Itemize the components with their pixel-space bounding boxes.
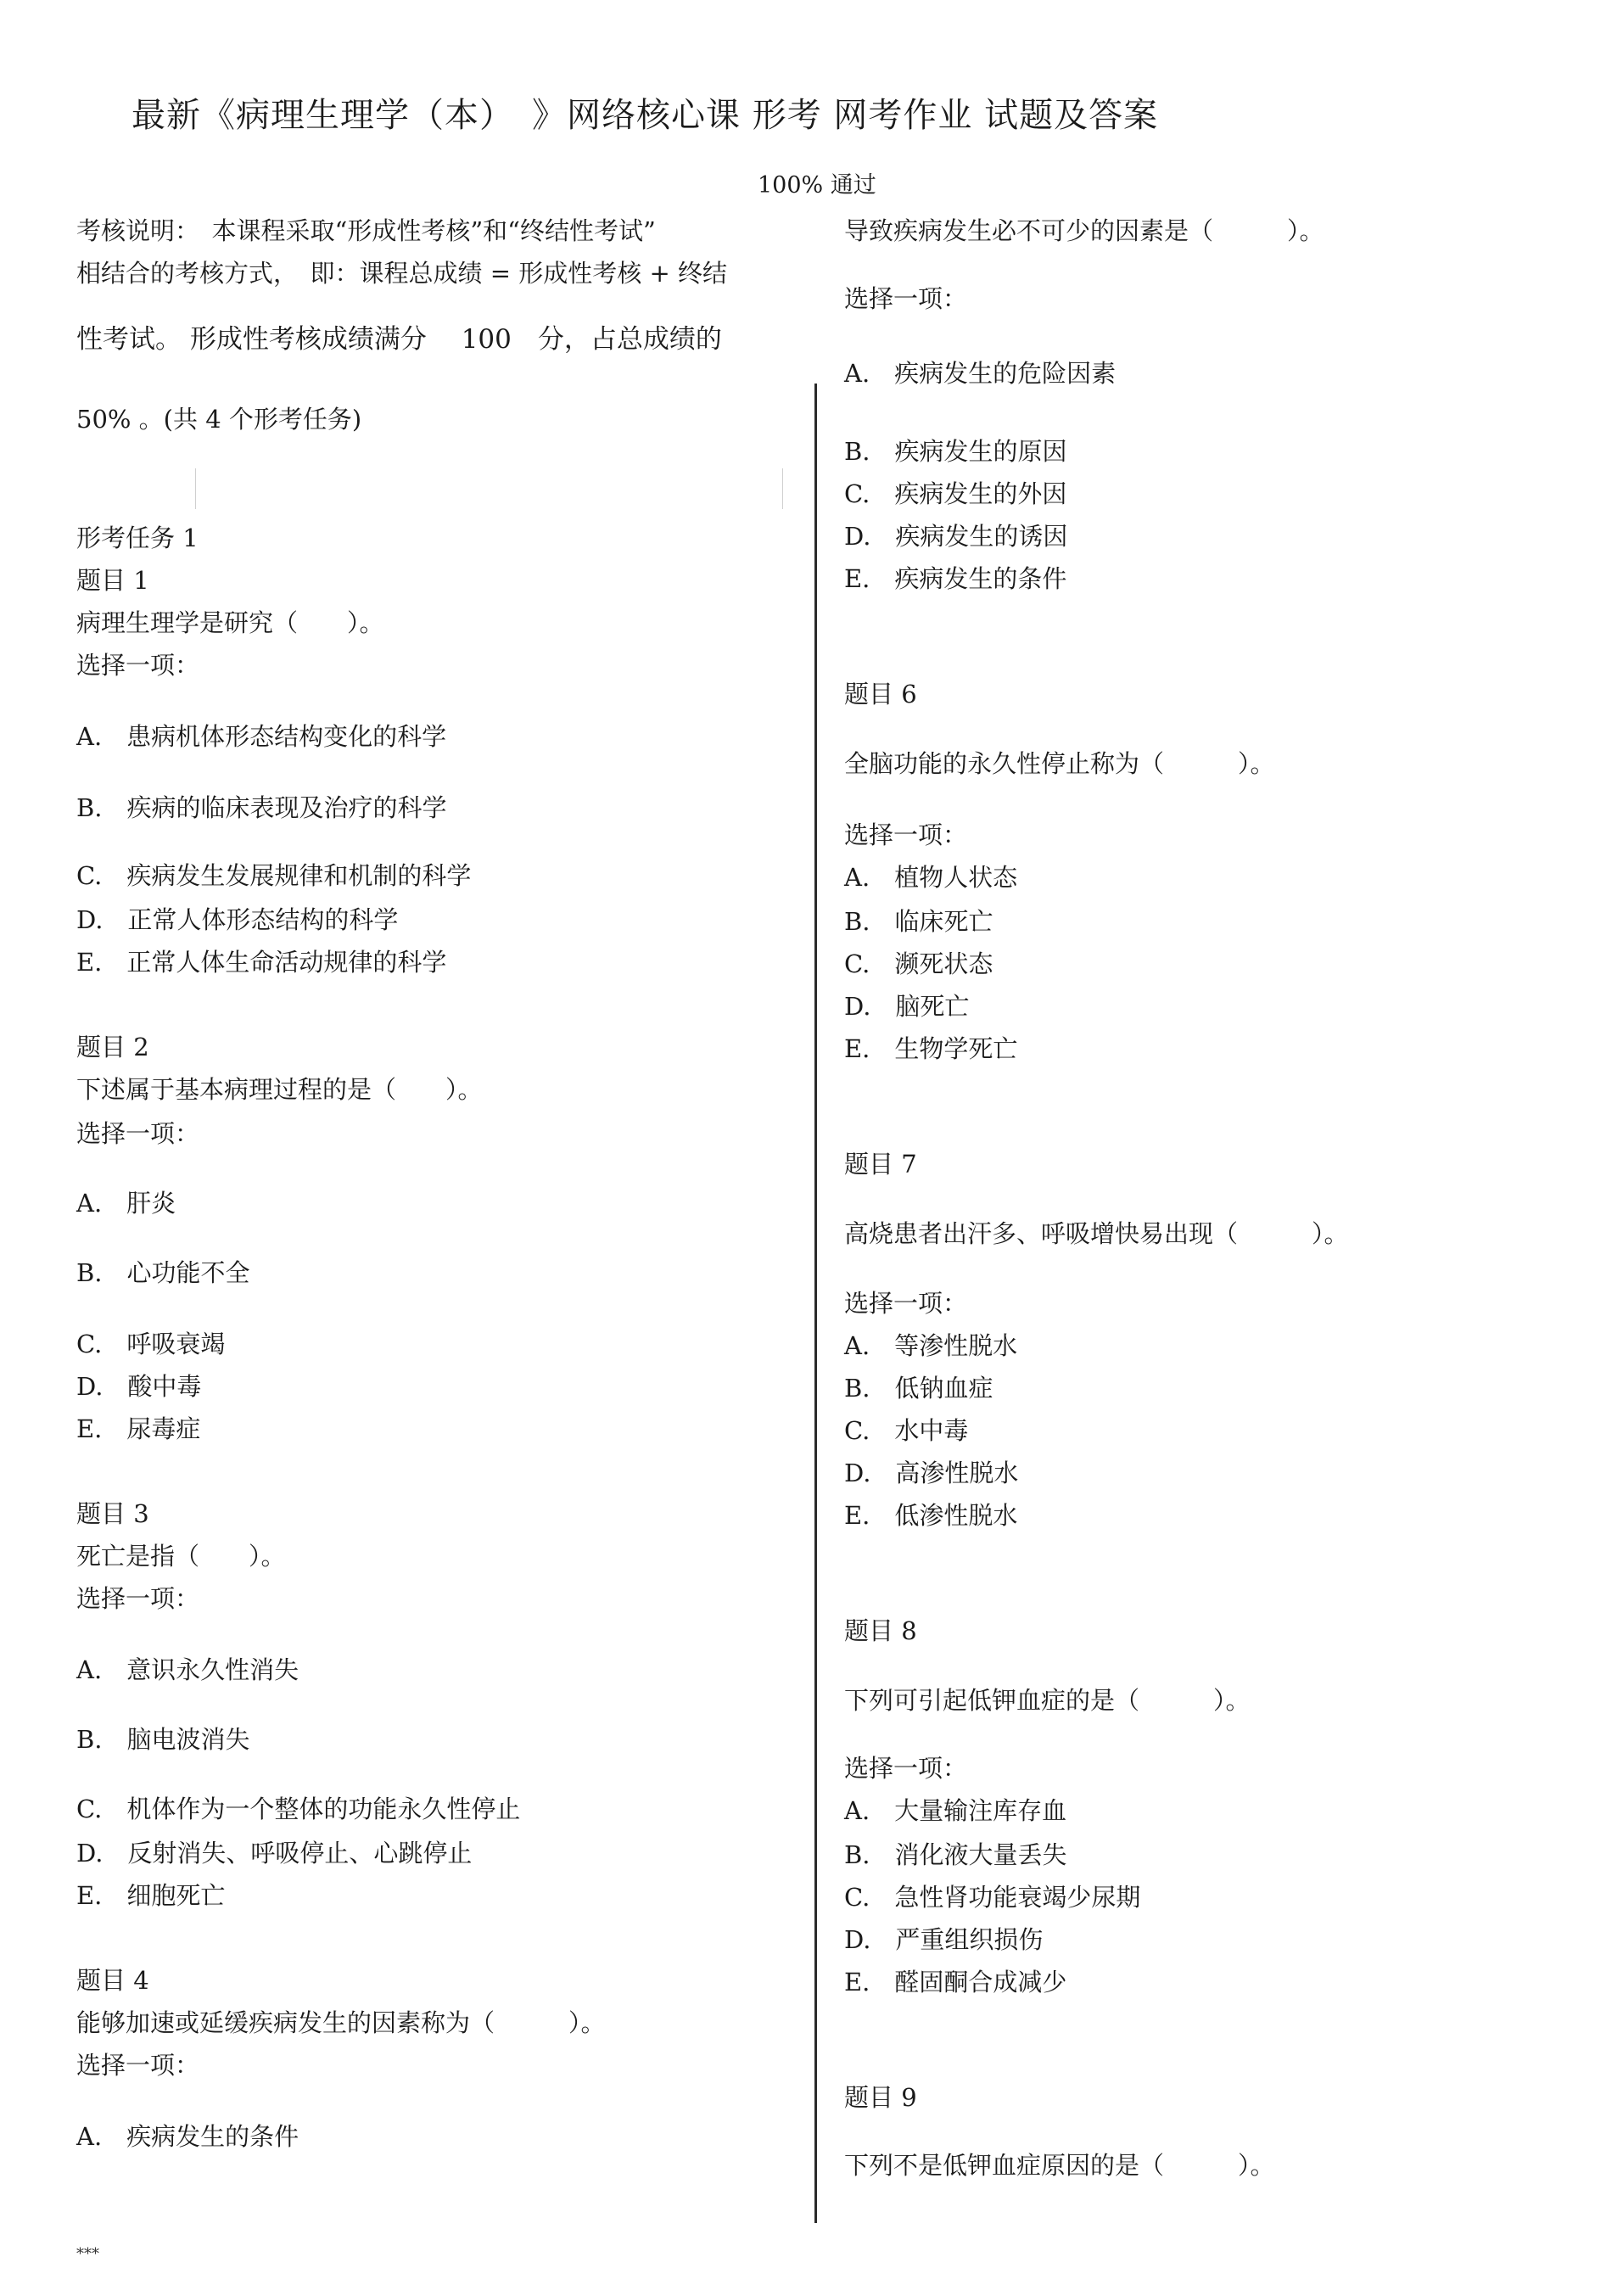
question-stem: 下述属于基本病理过程的是（ ）。 [76, 1075, 483, 1104]
option-e[interactable]: E. 低渗性脱水 [844, 1501, 1018, 1530]
question-stem: 高烧患者出汗多、呼吸增快易出现（ ）。 [844, 1219, 1349, 1248]
option-c[interactable]: C. 濒死状态 [844, 949, 993, 978]
question-stem: 病理生理学是研究（ ）。 [76, 608, 384, 637]
option-a[interactable]: A. 等渗性脱水 [844, 1331, 1018, 1360]
option-b[interactable]: B. 心功能不全 [76, 1258, 250, 1287]
question-label: 题目 3 [76, 1499, 149, 1528]
intro-line-4: 50% 。(共 4 个形考任务) [76, 405, 362, 434]
divider-tick [782, 468, 783, 509]
pass-rate-subtitle: 100% 通过 [758, 172, 876, 199]
option-a[interactable]: A. 疾病发生的危险因素 [844, 359, 1117, 388]
question-label: 题目 8 [844, 1616, 917, 1645]
column-divider [814, 384, 817, 2223]
option-d[interactable]: D. 反射消失、呼吸停止、心跳停止 [76, 1839, 473, 1868]
option-c[interactable]: C. 机体作为一个整体的功能永久性停止 [76, 1795, 521, 1823]
question-label: 题目 1 [76, 566, 149, 595]
option-c[interactable]: C. 疾病发生的外因 [844, 479, 1067, 508]
option-c[interactable]: C. 疾病发生发展规律和机制的科学 [76, 861, 472, 890]
question-stem: 全脑功能的永久性停止称为（ ）。 [844, 749, 1275, 778]
option-d[interactable]: D. 高渗性脱水 [844, 1459, 1019, 1487]
page-footer-marker: *** [76, 2245, 99, 2263]
option-d[interactable]: D. 严重组织损伤 [844, 1925, 1044, 1954]
choice-prompt: 选择一项： [844, 1754, 968, 1783]
task-heading: 形考任务 1 [76, 524, 199, 552]
question-stem: 下列不是低钾血症原因的是（ ）。 [844, 2151, 1275, 2180]
intro-line-2: 相结合的考核方式， 即：课程总成绩 = 形成性考核 + 终结 [76, 259, 727, 288]
question-stem: 导致疾病发生必不可少的因素是（ ）。 [844, 216, 1324, 245]
question-label: 题目 4 [76, 1966, 149, 1995]
choice-prompt: 选择一项： [844, 284, 968, 313]
option-b[interactable]: B. 消化液大量丢失 [844, 1840, 1067, 1869]
option-c[interactable]: C. 急性肾功能衰竭少尿期 [844, 1883, 1141, 1912]
intro-line-3: 性考试。 形成性考核成绩满分 100 分，占总成绩的 [76, 324, 722, 355]
option-a[interactable]: A. 疾病发生的条件 [76, 2122, 299, 2151]
option-b[interactable]: B. 疾病发生的原因 [844, 437, 1067, 466]
divider-tick [195, 468, 196, 509]
option-d[interactable]: D. 正常人体形态结构的科学 [76, 905, 399, 934]
question-label: 题目 2 [76, 1033, 149, 1061]
option-b[interactable]: B. 临床死亡 [844, 907, 993, 936]
option-a[interactable]: A. 大量输注库存血 [844, 1796, 1067, 1825]
option-a[interactable]: A. 植物人状态 [844, 863, 1018, 892]
option-b[interactable]: B. 疾病的临床表现及治疗的科学 [76, 793, 447, 822]
option-b[interactable]: B. 脑电波消失 [76, 1725, 250, 1754]
option-c[interactable]: C. 呼吸衰竭 [76, 1330, 226, 1358]
option-b[interactable]: B. 低钠血症 [844, 1374, 993, 1403]
option-e[interactable]: E. 尿毒症 [76, 1414, 201, 1443]
option-e[interactable]: E. 醛固酮合成减少 [844, 1968, 1067, 1996]
question-label: 题目 7 [844, 1150, 917, 1179]
option-a[interactable]: A. 意识永久性消失 [76, 1655, 299, 1684]
option-e[interactable]: E. 生物学死亡 [844, 1034, 1018, 1063]
choice-prompt: 选择一项： [76, 1119, 200, 1148]
question-stem: 死亡是指（ ）。 [76, 1542, 286, 1571]
option-a[interactable]: A. 肝炎 [76, 1189, 176, 1218]
choice-prompt: 选择一项： [76, 651, 200, 680]
question-label: 题目 6 [844, 680, 917, 708]
intro-line-1: 考核说明： 本课程采取“形成性考核”和“终结性考试” [76, 216, 656, 245]
option-d[interactable]: D. 疾病发生的诱因 [844, 522, 1068, 551]
question-stem: 能够加速或延缓疾病发生的因素称为（ ）。 [76, 2008, 606, 2037]
question-stem: 下列可引起低钾血症的是（ ）。 [844, 1686, 1251, 1715]
option-e[interactable]: E. 细胞死亡 [76, 1881, 226, 1910]
choice-prompt: 选择一项： [844, 1289, 968, 1318]
question-label: 题目 9 [844, 2083, 917, 2112]
choice-prompt: 选择一项： [844, 820, 968, 849]
document-title: 最新《病理生理学（本） 》网络核心课 形考 网考作业 试题及答案 [132, 96, 1159, 135]
option-e[interactable]: E. 疾病发生的条件 [844, 564, 1067, 593]
option-d[interactable]: D. 脑死亡 [844, 992, 970, 1021]
option-c[interactable]: C. 水中毒 [844, 1416, 969, 1445]
option-e[interactable]: E. 正常人体生命活动规律的科学 [76, 948, 447, 977]
option-d[interactable]: D. 酸中毒 [76, 1372, 202, 1401]
option-a[interactable]: A. 患病机体形态结构变化的科学 [76, 722, 447, 751]
choice-prompt: 选择一项： [76, 2051, 200, 2080]
choice-prompt: 选择一项： [76, 1584, 200, 1613]
